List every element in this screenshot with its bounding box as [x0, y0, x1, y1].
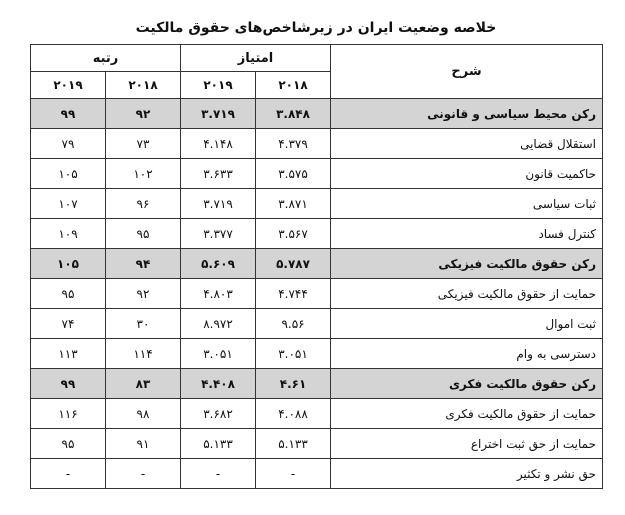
- rank-2018-cell: ۹۴: [106, 249, 181, 279]
- row-label: رکن حقوق مالکیت فیزیکی: [331, 249, 603, 279]
- score-2019-cell: ۴.۸۰۳: [181, 279, 256, 309]
- rank-2019-cell: ۷۹: [31, 129, 106, 159]
- table-title: خلاصه وضعیت ایران در زیرشاخص‌های حقوق مالکیت: [135, 20, 497, 36]
- rank-2018-cell: ۹۵: [106, 219, 181, 249]
- score-2018-cell: ۴.۶۱: [256, 369, 331, 399]
- rank-2019-cell: ۱۱۶: [31, 399, 106, 429]
- rank-2019-cell: ۱۱۳: [31, 339, 106, 369]
- header-score-year: ۲۰۱۹: [181, 72, 256, 99]
- table-row: [31, 339, 603, 369]
- header-description: شرح: [331, 45, 603, 99]
- score-2018-cell: ۳.۸۷۱: [256, 189, 331, 219]
- rank-2019-cell: ۹۵: [31, 279, 106, 309]
- score-2019-cell: ۳.۷۱۹: [181, 99, 256, 129]
- score-2018-cell: ۴.۰۸۸: [256, 399, 331, 429]
- rank-2019-cell: ۷۴: [31, 309, 106, 339]
- row-label: دسترسی به وام: [331, 339, 603, 369]
- score-2018-cell: ۹.۵۶: [256, 309, 331, 339]
- score-2019-cell: ۳.۶۳۳: [181, 159, 256, 189]
- rank-2019-cell: -: [31, 459, 106, 489]
- row-label: استقلال قضایی: [331, 129, 603, 159]
- row-label: حمایت از حقوق مالکیت فکری: [331, 399, 603, 429]
- score-2019-cell: ۴.۱۴۸: [181, 129, 256, 159]
- table-row: [31, 459, 603, 489]
- header-score-year: ۲۰۱۸: [256, 72, 331, 99]
- header-rank: رتبه: [31, 45, 181, 72]
- rank-2018-cell: ۹۲: [106, 279, 181, 309]
- property-rights-table: [30, 44, 603, 489]
- pillar-row: [31, 249, 603, 279]
- row-label: حاکمیت قانون: [331, 159, 603, 189]
- table-row: [31, 279, 603, 309]
- row-label: رکن حقوق مالکیت فکری: [331, 369, 603, 399]
- row-label: ثبت اموال: [331, 309, 603, 339]
- row-label: حق نشر و تکثیر: [331, 459, 603, 489]
- rank-2019-cell: ۹۹: [31, 369, 106, 399]
- row-label: حمایت از حقوق مالکیت فیزیکی: [331, 279, 603, 309]
- score-2018-cell: ۳.۵۶۷: [256, 219, 331, 249]
- rank-2018-cell: ۸۳: [106, 369, 181, 399]
- score-2018-cell: ۳.۰۵۱: [256, 339, 331, 369]
- header-rank-year: ۲۰۱۸: [106, 72, 181, 99]
- table-body: [31, 99, 603, 489]
- score-2018-cell: ۳.۵۷۵: [256, 159, 331, 189]
- row-label: کنترل فساد: [331, 219, 603, 249]
- row-label: حمایت از حق ثبت اختراع: [331, 429, 603, 459]
- score-2018-cell: ۴.۷۴۴: [256, 279, 331, 309]
- table-row: [31, 429, 603, 459]
- pillar-row: [31, 369, 603, 399]
- score-2019-cell: -: [181, 459, 256, 489]
- rank-2019-cell: ۱۰۵: [31, 159, 106, 189]
- rank-2018-cell: ۹۲: [106, 99, 181, 129]
- header-rank-year: ۲۰۱۹: [31, 72, 106, 99]
- score-2018-cell: ۴.۳۷۹: [256, 129, 331, 159]
- score-2019-cell: ۸.۹۷۲: [181, 309, 256, 339]
- score-2018-cell: ۵.۱۳۳: [256, 429, 331, 459]
- score-2019-cell: ۴.۴۰۸: [181, 369, 256, 399]
- score-2019-cell: ۵.۶۰۹: [181, 249, 256, 279]
- score-2018-cell: ۳.۸۴۸: [256, 99, 331, 129]
- rank-2019-cell: ۱۰۹: [31, 219, 106, 249]
- rank-2018-cell: ۱۰۲: [106, 159, 181, 189]
- row-label: رکن محیط سیاسی و قانونی: [331, 99, 603, 129]
- rank-2019-cell: ۹۵: [31, 429, 106, 459]
- header-score: امتیاز: [181, 45, 331, 72]
- score-2018-cell: ۵.۷۸۷: [256, 249, 331, 279]
- table-row: [31, 219, 603, 249]
- rank-2018-cell: ۹۶: [106, 189, 181, 219]
- pillar-row: [31, 99, 603, 129]
- table-row: [31, 309, 603, 339]
- rank-2018-cell: ۹۸: [106, 399, 181, 429]
- table-row: [31, 159, 603, 189]
- score-2019-cell: ۳.۶۸۲: [181, 399, 256, 429]
- table-row: [31, 129, 603, 159]
- rank-2019-cell: ۱۰۵: [31, 249, 106, 279]
- rank-2018-cell: ۱۱۴: [106, 339, 181, 369]
- rank-2018-cell: ۷۳: [106, 129, 181, 159]
- score-2019-cell: ۳.۷۱۹: [181, 189, 256, 219]
- rank-2019-cell: ۱۰۷: [31, 189, 106, 219]
- score-2019-cell: ۳.۰۵۱: [181, 339, 256, 369]
- rank-2019-cell: ۹۹: [31, 99, 106, 129]
- score-2019-cell: ۵.۱۳۳: [181, 429, 256, 459]
- rank-2018-cell: ۹۱: [106, 429, 181, 459]
- rank-2018-cell: -: [106, 459, 181, 489]
- row-label: ثبات سیاسی: [331, 189, 603, 219]
- score-2019-cell: ۳.۳۷۷: [181, 219, 256, 249]
- table-row: [31, 399, 603, 429]
- rank-2018-cell: ۳۰: [106, 309, 181, 339]
- score-2018-cell: -: [256, 459, 331, 489]
- table-row: [31, 189, 603, 219]
